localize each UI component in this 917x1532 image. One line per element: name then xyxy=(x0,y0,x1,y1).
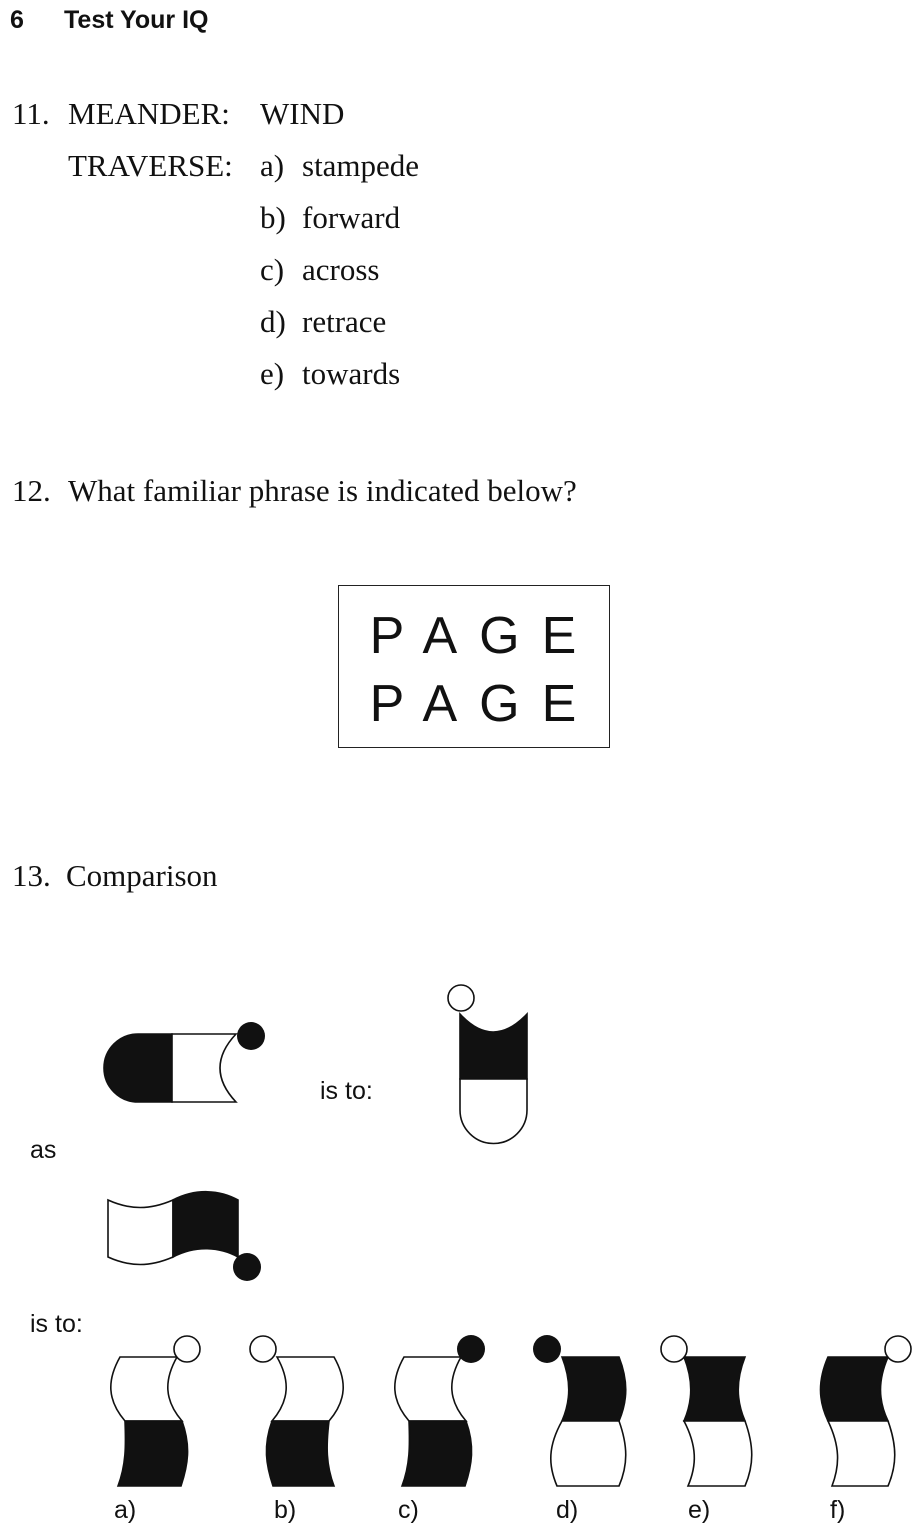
option-label-d: d) xyxy=(556,1496,579,1524)
book-title: Test Your IQ xyxy=(64,6,209,34)
option-a-figure xyxy=(111,1336,200,1486)
option-b-figure xyxy=(250,1336,343,1486)
is-to-label-2: is to: xyxy=(30,1310,83,1338)
option-label-f: f) xyxy=(830,1496,846,1524)
figure-2 xyxy=(448,985,527,1144)
option-letter: a) xyxy=(260,148,285,183)
option-label-b: b) xyxy=(274,1496,297,1524)
option-letter: b) xyxy=(260,200,286,235)
as-label: as xyxy=(30,1136,57,1164)
option-letter: c) xyxy=(260,252,285,287)
option-label-a: a) xyxy=(114,1496,137,1524)
option-c-figure xyxy=(395,1335,485,1486)
option-text: retrace xyxy=(302,304,387,339)
q13-title: Comparison xyxy=(66,858,218,893)
option-d-figure xyxy=(533,1335,626,1486)
page-number: 6 xyxy=(10,6,24,34)
option-label-e: e) xyxy=(688,1496,711,1524)
option-letter: e) xyxy=(260,356,285,391)
q12-number: 12. xyxy=(12,473,51,508)
option-label-c: c) xyxy=(398,1496,419,1524)
option-text: across xyxy=(302,252,380,287)
option-f-figure xyxy=(821,1336,912,1486)
option-text: forward xyxy=(302,200,401,235)
q11-number: 11. xyxy=(12,96,50,131)
option-text: stampede xyxy=(302,148,420,183)
is-to-label-1: is to: xyxy=(320,1077,373,1105)
q13-number: 13. xyxy=(12,858,51,893)
phrase-line-bottom: PAGE xyxy=(369,675,599,733)
option-text: towards xyxy=(302,356,401,391)
option-letter: d) xyxy=(260,304,286,339)
q11-pair-left: MEANDER: xyxy=(68,96,230,131)
q11-pair-right: WIND xyxy=(260,96,345,131)
figure-1 xyxy=(104,1022,265,1102)
phrase-line-top: PAGE xyxy=(369,607,599,665)
figure-3 xyxy=(108,1192,261,1281)
q11-prompt: TRAVERSE: xyxy=(68,148,233,183)
option-e-figure xyxy=(661,1336,752,1486)
q12-question: What familiar phrase is indicated below? xyxy=(68,473,577,508)
